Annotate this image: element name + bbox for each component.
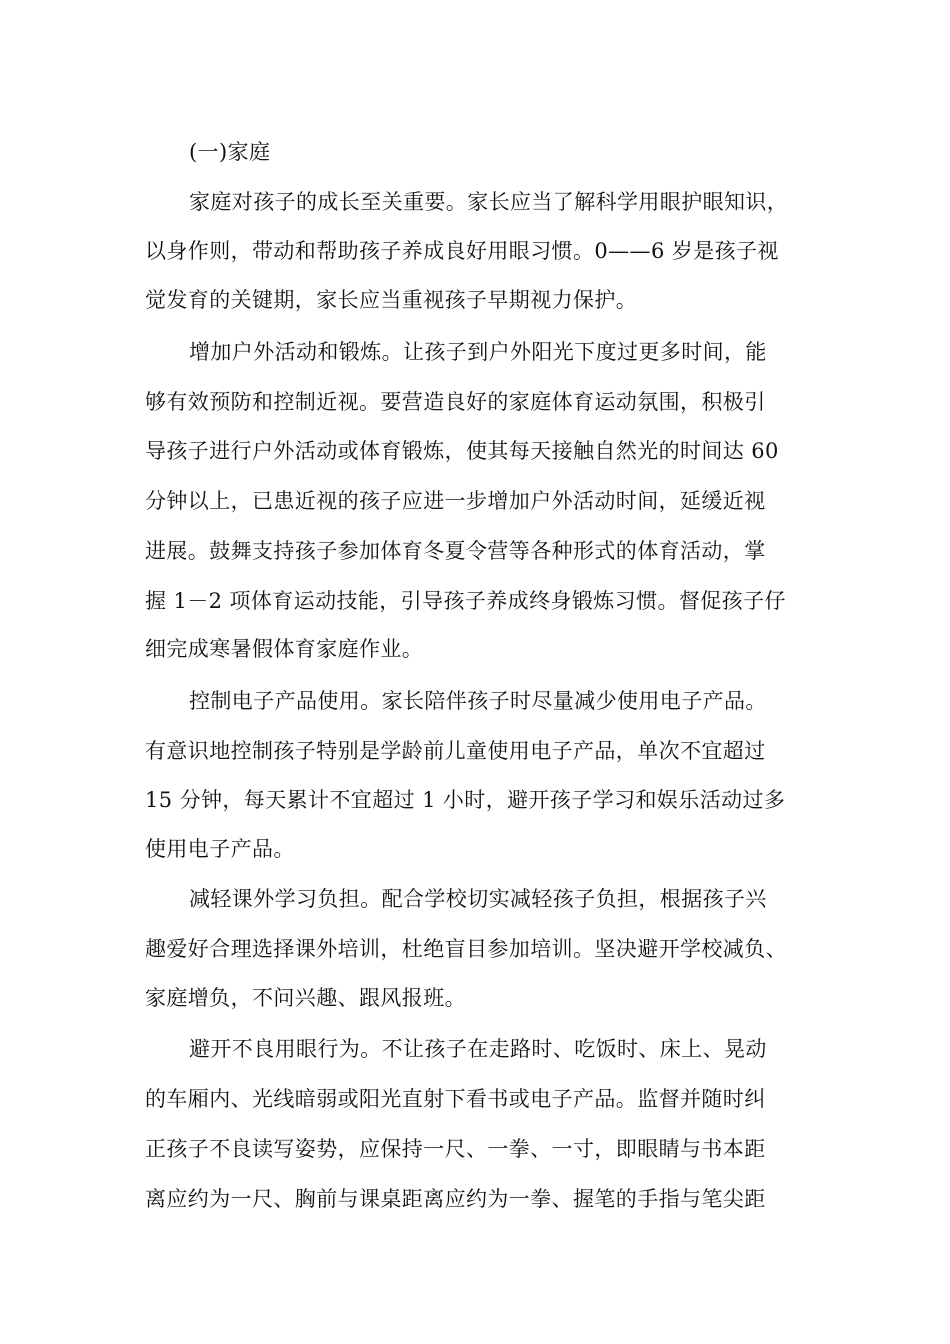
- paragraph-line: 减轻课外学习负担。配合学校切实减轻孩子负担，根据孩子兴: [189, 887, 767, 911]
- paragraph-line: 15 分钟，每天累计不宜超过 1 小时，避开孩子学习和娱乐活动过多: [145, 788, 786, 812]
- paragraph-line: 进展。鼓舞支持孩子参加体育冬夏令营等各种形式的体育活动，掌: [145, 539, 766, 563]
- paragraph-line: 控制电子产品使用。家长陪伴孩子时尽量减少使用电子产品。: [189, 689, 767, 713]
- paragraph-line: 觉发育的关键期，家长应当重视孩子早期视力保护。: [145, 288, 638, 312]
- paragraph-line: 避开不良用眼行为。不让孩子在走路时、吃饭时、床上、晃动: [189, 1037, 767, 1061]
- paragraph-line: 离应约为一尺、胸前与课桌距离应约为一拳、握笔的手指与笔尖距: [145, 1187, 766, 1211]
- paragraph-line: 以身作则，带动和帮助孩子养成良好用眼习惯。0——6 岁是孩子视: [145, 239, 779, 263]
- paragraph-line: 家庭对孩子的成长至关重要。家长应当了解科学用眼护眼知识，: [189, 190, 789, 214]
- paragraph-line: 使用电子产品。: [145, 837, 295, 861]
- paragraph-line: 分钟以上，已患近视的孩子应进一步增加户外活动时间，延缓近视: [145, 489, 766, 513]
- paragraph-line: 家庭增负，不问兴趣、跟风报班。: [145, 986, 466, 1010]
- paragraph-line: 趣爱好合理选择课外培训，杜绝盲目参加培训。坚决避开学校减负、: [145, 937, 787, 961]
- paragraph-line: 握 1－2 项体育运动技能，引导孩子养成终身锻炼习惯。督促孩子仔: [145, 589, 786, 613]
- paragraph-line: 的车厢内、光线暗弱或阳光直射下看书或电子产品。监督并随时纠: [145, 1087, 766, 1111]
- paragraph-line: 导孩子进行户外活动或体育锻炼，使其每天接触自然光的时间达 60: [145, 439, 779, 463]
- section-heading: (一)家庭: [189, 140, 271, 164]
- paragraph-line: 细完成寒暑假体育家庭作业。: [145, 637, 424, 661]
- paragraph-line: 增加户外活动和锻炼。让孩子到户外阳光下度过更多时间，能: [189, 340, 767, 364]
- paragraph-line: 正孩子不良读写姿势，应保持一尺、一拳、一寸，即眼睛与书本距: [145, 1137, 766, 1161]
- paragraph-line: 够有效预防和控制近视。要营造良好的家庭体育运动氛围，积极引: [145, 390, 766, 414]
- paragraph-line: 有意识地控制孩子特别是学龄前儿童使用电子产品，单次不宜超过: [145, 739, 766, 763]
